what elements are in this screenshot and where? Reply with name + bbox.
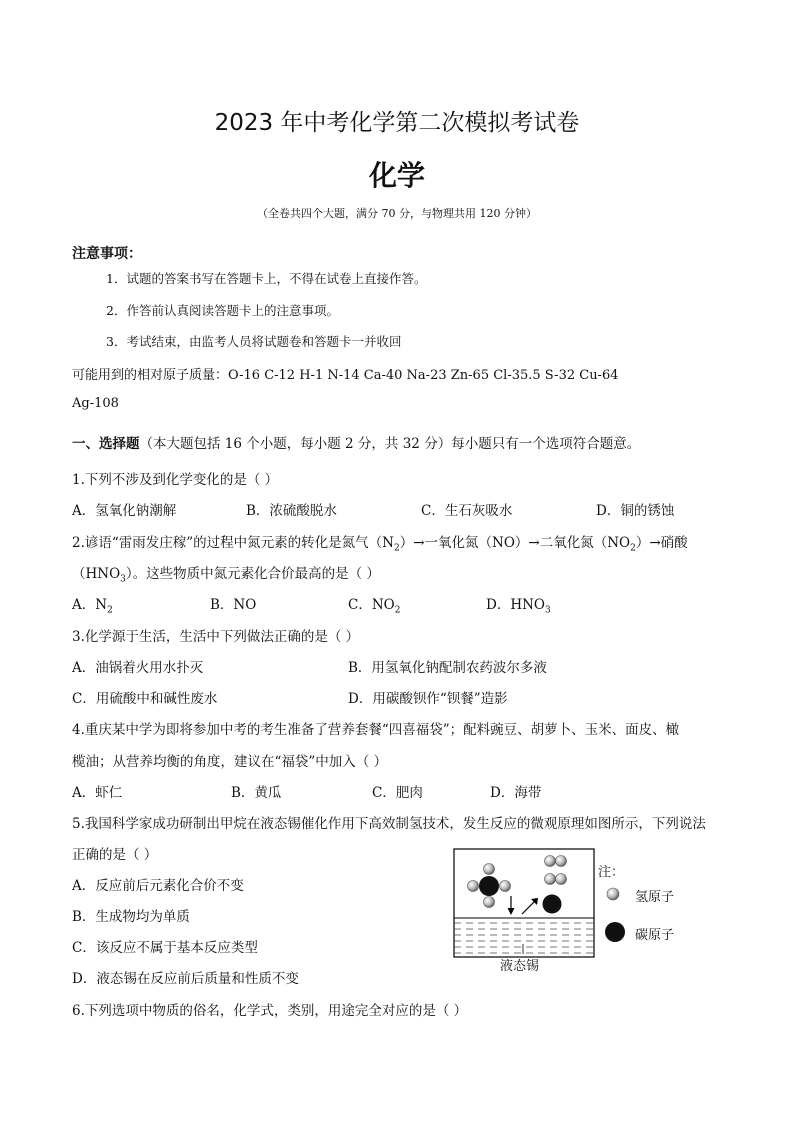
notice-item-1: 1．试题的答案书写在答题卡上，不得在试卷上直接作答。 bbox=[106, 271, 427, 286]
hydrogen-atom bbox=[556, 856, 567, 867]
q5-option-d: D．液态锡在反应前后质量和性质不变 bbox=[72, 971, 299, 987]
q3-option-b: B．用氢氧化钠配制农药波尔多液 bbox=[348, 660, 547, 676]
q3-stem: 3.化学源于生活，生活中下列做法正确的是（ ） bbox=[72, 629, 360, 645]
q3-option-d: D．用碳酸钡作“钡餐”造影 bbox=[348, 691, 508, 707]
q5-stem-line2: 正确的是（ ） bbox=[72, 847, 158, 863]
reaction-diagram bbox=[453, 848, 710, 973]
q1-stem: 1.下列不涉及到化学变化的是（ ） bbox=[72, 472, 279, 488]
q3-option-a: A．油锅着火用水扑灭 bbox=[72, 660, 204, 676]
q2-option-d: D．$HNO_3$ bbox=[486, 597, 551, 616]
q3-option-c: C．用硫酸中和碱性废水 bbox=[72, 691, 218, 707]
hydrogen-atom bbox=[545, 874, 556, 885]
q4-stem-line2: 榄油；从营养均衡的角度，建议在“福袋”中加入（ ） bbox=[72, 754, 388, 770]
exam-title: 2023 年中考化学第二次模拟考试卷 bbox=[214, 110, 580, 136]
section-desc: （本大题包括 16 个小题，每小题 2 分，共 32 分）每小题只有一个选项符合题意。 bbox=[139, 436, 641, 452]
hydrogen-atom bbox=[545, 856, 556, 867]
methane-hydrogen-atom bbox=[468, 881, 479, 892]
liquid-tin-area bbox=[455, 918, 594, 956]
q2-stem-line2: $(HNO_3)$。这些物质中氮元素化合价最高的是（ ） bbox=[72, 566, 380, 585]
methane-hydrogen-atom bbox=[500, 881, 511, 892]
liquid-tin-label: 液态锡 bbox=[500, 959, 540, 974]
q4-option-b: B．黄瓜 bbox=[231, 785, 282, 801]
q4-stem-line1: 4.重庆某中学为即将参加中考的考生准备了营养套餐“四喜福袋”；配料豌豆、胡萝卜、玉米、面皮、橄 bbox=[72, 722, 680, 738]
carbon-atom-product bbox=[543, 895, 562, 914]
section-title: 一、选择题 bbox=[72, 436, 140, 452]
q5-option-c: C．该反应不属于基本反应类型 bbox=[72, 940, 258, 956]
q1-option-a: A．氢氧化钠潮解 bbox=[72, 503, 177, 519]
methane-carbon-atom bbox=[479, 876, 499, 896]
q4-option-a: A．虾仁 bbox=[72, 785, 123, 801]
legend-title: 注： bbox=[598, 865, 625, 880]
q1-option-b: B．浓硫酸脱水 bbox=[246, 503, 337, 519]
hydrogen-atom bbox=[556, 874, 567, 885]
atomic-masses-line1: 可能用到的相对原子质量：O-16 C-12 H-1 N-14 Ca-40 Na-23 Zn-65 Cl-35.5 S-32 Cu-64 bbox=[72, 368, 619, 383]
q2-option-a: A．$N_2$ bbox=[72, 597, 113, 616]
q4-option-c: C．肥肉 bbox=[372, 785, 423, 801]
q2-stem-line1: 2.谚语“雷雨发庄稼”的过程中氮元素的转化是氮气$(N_2)\to$一氧化氮（NO）→二氧化氮$(NO_2)\to$硝酸 bbox=[72, 535, 688, 554]
q2-option-b: B．NO bbox=[210, 597, 257, 613]
q5-option-b: B．生成物均为单质 bbox=[72, 909, 190, 925]
legend-hydrogen-icon bbox=[607, 888, 619, 900]
atomic-masses-line2: Ag-108 bbox=[72, 396, 119, 411]
q1-option-d: D．铜的锈蚀 bbox=[596, 503, 675, 519]
q4-option-d: D．海带 bbox=[490, 785, 542, 801]
reaction-diagram-svg bbox=[453, 848, 710, 973]
q5-stem-line1: 5.我国科学家成功研制出甲烷在液态锡催化作用下高效制氢技术，发生反应的微观原理如图所示，下列说法 bbox=[72, 816, 706, 832]
notice-item-2: 2．作答前认真阅读答题卡上的注意事项。 bbox=[106, 303, 339, 318]
q2-option-c: C．$NO_2$ bbox=[348, 597, 401, 616]
methane-hydrogen-atom bbox=[484, 897, 495, 908]
legend-hydrogen-label: 氢原子 bbox=[635, 890, 675, 905]
q1-option-c: C．生石灰吸水 bbox=[421, 503, 513, 519]
legend-carbon-icon bbox=[605, 922, 625, 942]
q5-option-a: A．反应前后元素化合价不变 bbox=[72, 878, 244, 894]
section-heading bbox=[72, 432, 640, 452]
notices-heading: 注意事项： bbox=[72, 246, 142, 262]
methane-hydrogen-atom bbox=[484, 864, 495, 875]
q6-stem: 6.下列选项中物质的俗名，化学式，类别，用途完全对应的是（ ） bbox=[72, 1003, 468, 1019]
notice-item-3: 3．考试结束，由监考人员将试题卷和答题卡一并收回 bbox=[106, 334, 402, 349]
legend-carbon-label: 碳原子 bbox=[635, 928, 675, 943]
subject-title: 化学 bbox=[368, 159, 425, 192]
exam-note: （全卷共四个大题，满分 70 分，与物理共用 120 分钟） bbox=[257, 207, 537, 220]
